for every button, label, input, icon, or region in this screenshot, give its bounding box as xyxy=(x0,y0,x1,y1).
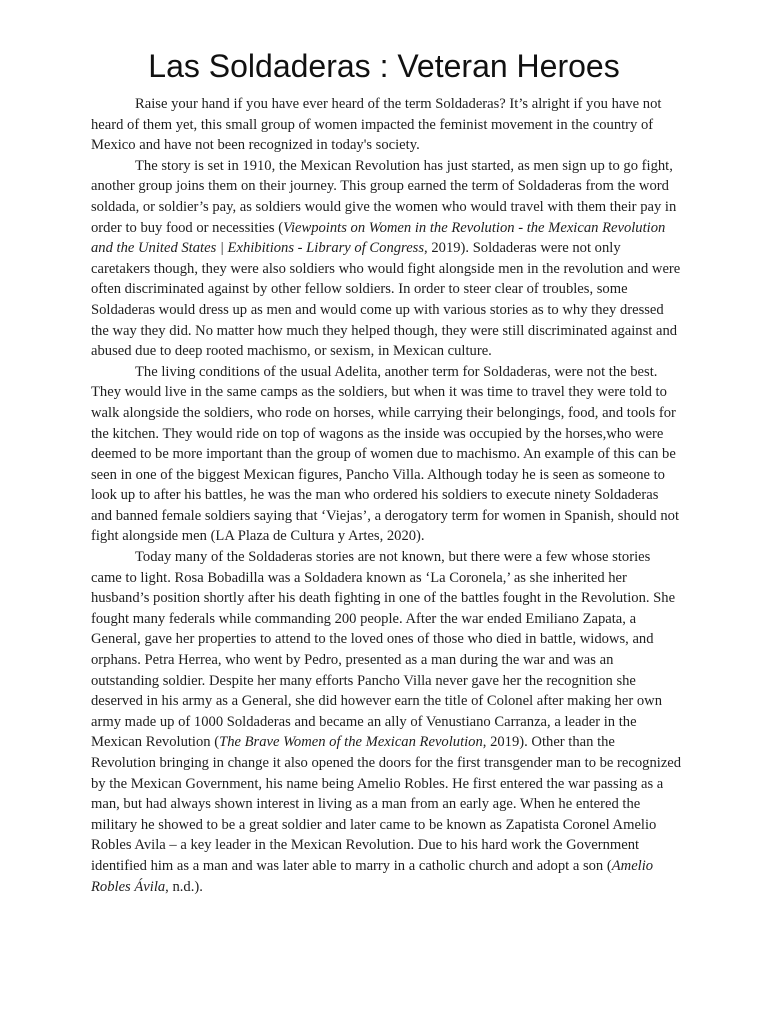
paragraph-living-conditions xyxy=(91,362,683,547)
citation-title: Viewpoints on Women in the Revolution - the Mexican Revolution and the United States | Exhibitions - Library of Congress xyxy=(91,219,666,257)
paragraph-history xyxy=(91,156,683,362)
paragraph-text: , 2019). Other than the Revolution bringing in change it also opened the doors for the first transgender man to be recognized by the Mexican Government, his name being Amelio Robles. He first entered the war passing as a man, but had always shown interest in living as a man from an early age. When he entered the military he showed to be a great soldier and later came to be known as Zapatista Coronel Amelio Robles Avila – a key leader in the Mexican Revolution. Due to his hard work the Government identified him as a man and was later able to marry in a catholic church and adopt a son ( xyxy=(91,734,682,874)
paragraph-text: The story is set in 1910, the Mexican Revolution has just started, as men sign up to go fight, another group joins them on their journey. This group earned the term of Soldaderas from the word soldada, or soldier’s pay, as soldiers would give the women who would travel with them their pay in order to buy food or necessities ( xyxy=(91,157,677,236)
paragraph-text: Today many of the Soldaderas stories are not known, but there were a few whose stories came to light. Rosa Bobadilla was a Soldadera known as ‘La Coronela,’ as she inherited her husband’s position shortly after his death fighting in one of the battles fought in the Revolution. She fought many federals while commanding 200 people. After the war ended Emiliano Zapata, a General, gave her properties to attend to the loved ones of those who died in battle, widows, and orphans. Petra Herrea, who went by Pedro, presented as a man during the war and was an outstanding soldier. Despite her many efforts Pancho Villa never gave her the recognition she deserved in his army as a General, she did however earn the title of Colonel after making her own army made up of 1000 Soldaderas and became an ally of Venustiano Carranza, a leader in the Mexican Revolution ( xyxy=(91,549,676,751)
paragraph-stories xyxy=(91,547,683,897)
paragraph-text: The living conditions of the usual Adelita, another term for Soldaderas, were not the best. They would live in the same camps as the soldiers, but when it was time to travel they were told to walk alongside the soldiers, who rode on horses, while carrying their belongings, food, and tools for the kitchen. They would ride on top of wagons as the inside was occupied by the horses,who were deemed to be more important than the group of women due to machismo. An example of this can be seen in one of the biggest Mexican figures, Pancho Villa. Although today he is seen as someone to look up to after his battles, he was the man who ordered his soldiers to execute ninety Soldaderas and banned female soldiers saying that ‘Viejas’, a derogatory term for women in Spanish, should not fight alongside men (LA Plaza de Cultura y Artes, 2020). xyxy=(91,363,679,545)
paragraph-text: Raise your hand if you have ever heard of the term Soldaderas? It’s alright if you have not heard of them yet, this small group of women impacted the feminist movement in the country of Mexico and have not been recognized in today's society. xyxy=(91,96,662,154)
paragraph-intro xyxy=(91,94,683,156)
document-body xyxy=(91,94,683,897)
citation-title: The Brave Women of the Mexican Revolution xyxy=(219,734,483,751)
page-title: Las Soldaderas : Veteran Heroes xyxy=(148,48,620,84)
citation-title: Amelio Robles Ávila xyxy=(91,857,654,895)
paragraph-text: , 2019). Soldaderas were not only caretakers though, they were also soldiers who would fight alongside men in the revolution and were often discriminated against by other fellow soldiers. In order to steer clear of troubles, some Soldaderas would dress up as men and would come up with various stories as to why they dressed the way they did. No matter how much they helped though, they were still discriminated against and abused due to deep rooted machismo, or sexism, in Mexican culture. xyxy=(91,240,681,360)
paragraph-text: , n.d.). xyxy=(165,878,203,895)
